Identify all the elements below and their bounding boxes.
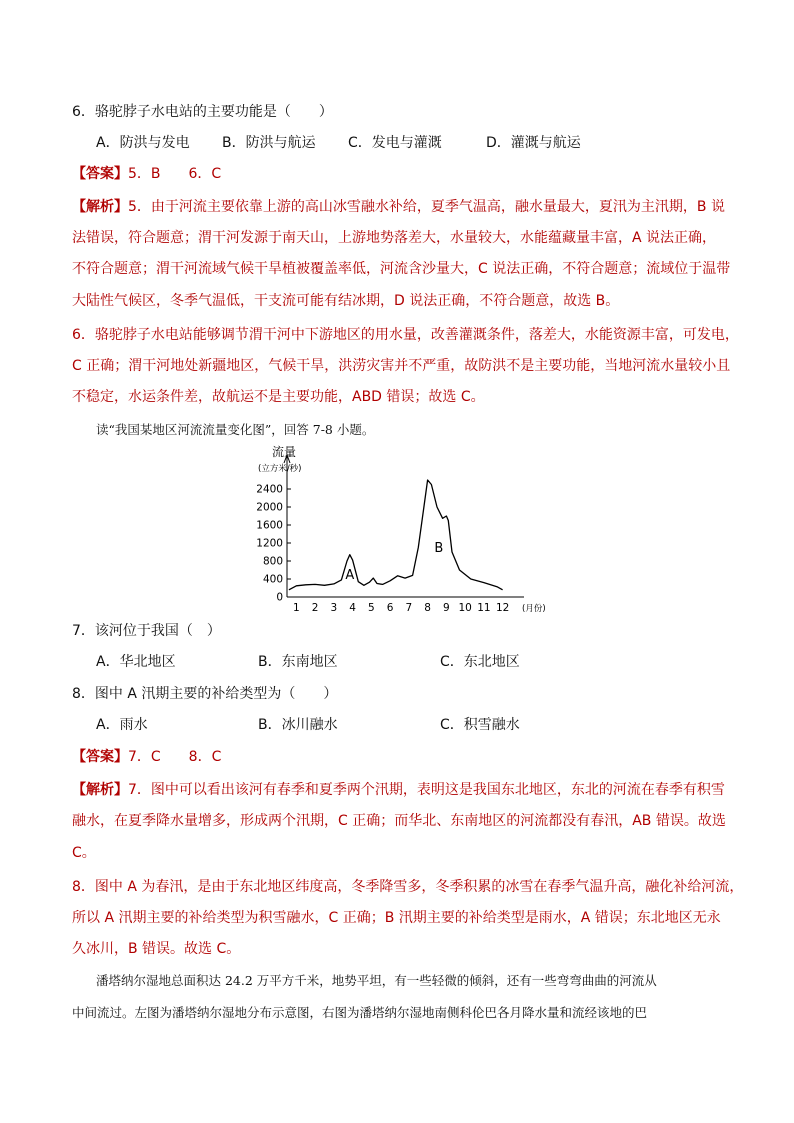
analysis-5-6-line-3: 不符合题意；渭干河流域气候干旱植被覆盖率低，河流含沙量大，C 说法正确，不符合题意；流域位于温带 <box>72 261 731 277</box>
annotation-b: B <box>434 541 444 556</box>
q8-option-c: C．积雪融水 <box>440 717 520 733</box>
analysis-5-6-line-5: 6．骆驼脖子水电站能够调节渭干河中下游地区的用水量，改善灌溉条件，落差大，水能资源丰富，可发电， <box>72 327 739 343</box>
intro-7-8: 读“我国某地区河流流量变化图”，回答 7-8 小题。 <box>96 422 375 437</box>
analysis-5-6-line-1 <box>72 197 725 217</box>
analysis-5-6-line-7: 不稳定，水运条件差，故航运不是主要功能，ABD 错误；故选 C。 <box>72 389 485 405</box>
q6-option-d: D．灌溉与航运 <box>486 135 581 151</box>
q7-option-b: B．东南地区 <box>258 654 338 670</box>
question-8-stem: 8．图中 A 汛期主要的补给类型为（ ） <box>72 686 338 702</box>
q8-option-a: A．雨水 <box>96 717 148 733</box>
question-7-stem: 7．该河位于我国（ ） <box>72 623 221 639</box>
x-axis-unit: (月份) <box>522 604 546 612</box>
analysis-5-6-line-4: 大陆性气候区，冬季气温低，干支流可能有结冰期，D 说法正确，不符合题意，故选 B。 <box>72 293 620 309</box>
analysis-text: 5．由于河流主要依靠上游的高山冰雪融水补给，夏季气温高，融水量最大，夏汛为主汛期，B 说 <box>128 199 725 215</box>
x-tick-label: 8 <box>424 602 431 612</box>
analysis-7-8-line-3: C。 <box>72 845 96 861</box>
answer-tag: 【答案】 <box>72 166 128 182</box>
x-tick-label: 5 <box>368 602 375 612</box>
analysis-7-8-line-1 <box>72 780 725 800</box>
answer-7-8 <box>72 747 221 767</box>
analysis-7-8-line-5: 所以 A 汛期主要的补给类型为积雪融水，C 正确；B 汛期主要的补给类型是雨水，A 错误；东北地区无永 <box>72 910 721 926</box>
q6-option-a: A．防洪与发电 <box>96 135 190 151</box>
analysis-text: 7．图中可以看出该河有春季和夏季两个汛期，表明这是我国东北地区，东北的河流在春季有积雪 <box>128 782 725 798</box>
x-tick-label: 4 <box>349 602 356 612</box>
analysis-7-8-line-6: 久冰川，B 错误。故选 C。 <box>72 941 241 957</box>
y-tick-label: 2400 <box>256 483 283 496</box>
x-tick-label: 12 <box>495 602 510 612</box>
q6-option-b: B．防洪与航运 <box>222 135 316 151</box>
y-axis-title: 流量 <box>272 445 297 459</box>
answer-text: 7．C 8．C <box>128 749 222 765</box>
q7-option-a: A．华北地区 <box>96 654 176 670</box>
x-tick-label: 6 <box>386 602 394 612</box>
q6-option-c: C．发电与灌溉 <box>348 135 442 151</box>
y-tick-label: 800 <box>262 555 283 568</box>
analysis-5-6-line-2: 法错误，符合题意；渭干河发源于南天山，上游地势落差大，水量较大，水能蕴藏量丰富，A 说法正确， <box>72 230 717 246</box>
answer-tag: 【答案】 <box>72 749 128 765</box>
annotation-a: A <box>345 568 355 583</box>
answer-5-6 <box>72 164 221 184</box>
analysis-5-6-line-6: C 正确；渭干河地处新疆地区，气候干旱，洪涝灾害并不严重，故防洪不是主要功能，当地河流水量较小且 <box>72 358 731 374</box>
x-tick-label: 3 <box>330 602 338 612</box>
analysis-7-8-line-4: 8．图中 A 为春汛，是由于东北地区纬度高，冬季降雪多，冬季积累的冰雪在春季气温升高，融化补给河流， <box>72 879 744 895</box>
y-tick-label: 1600 <box>256 519 283 532</box>
x-tick-label: 11 <box>477 602 491 612</box>
y-tick-label: 2000 <box>256 501 283 514</box>
y-tick-label: 400 <box>262 573 283 586</box>
analysis-tag: 【解析】 <box>72 782 128 798</box>
x-tick-label: 7 <box>405 602 413 612</box>
q8-option-b: B．冰川融水 <box>258 717 338 733</box>
passage-line-2: 中间流过。左图为潘塔纳尔湿地分布示意图，右图为潘塔纳尔湿地南侧科伦巴各月降水量和流经该地的巴 <box>72 1005 648 1020</box>
analysis-7-8-line-2: 融水，在夏季降水量增多，形成两个汛期，C 正确；而华北、东南地区的河流都没有春汛，AB 错误。故选 <box>72 813 726 829</box>
x-tick-label: 2 <box>311 602 319 612</box>
answer-text: 5．B 6．C <box>128 166 222 182</box>
question-6-stem: 6．骆驼脖子水电站的主要功能是（ ） <box>72 104 333 120</box>
x-tick-label: 9 <box>443 602 450 612</box>
flow-series-line <box>289 480 503 590</box>
y-axis-unit: (立方米/秒) <box>258 464 302 474</box>
q7-option-c: C．东北地区 <box>440 654 520 670</box>
y-tick-label: 1200 <box>256 537 283 550</box>
x-tick-label: 1 <box>293 602 300 612</box>
passage-line-1: 潘塔纳尔湿地总面积达 24.2 万平方千米，地势平坦，有一些轻微的倾斜，还有一些弯弯曲曲的河流从 <box>96 973 657 988</box>
x-tick-label: 10 <box>458 602 472 612</box>
y-tick-label: 0 <box>276 591 283 604</box>
river-flow-chart <box>250 442 550 612</box>
analysis-tag: 【解析】 <box>72 199 128 215</box>
